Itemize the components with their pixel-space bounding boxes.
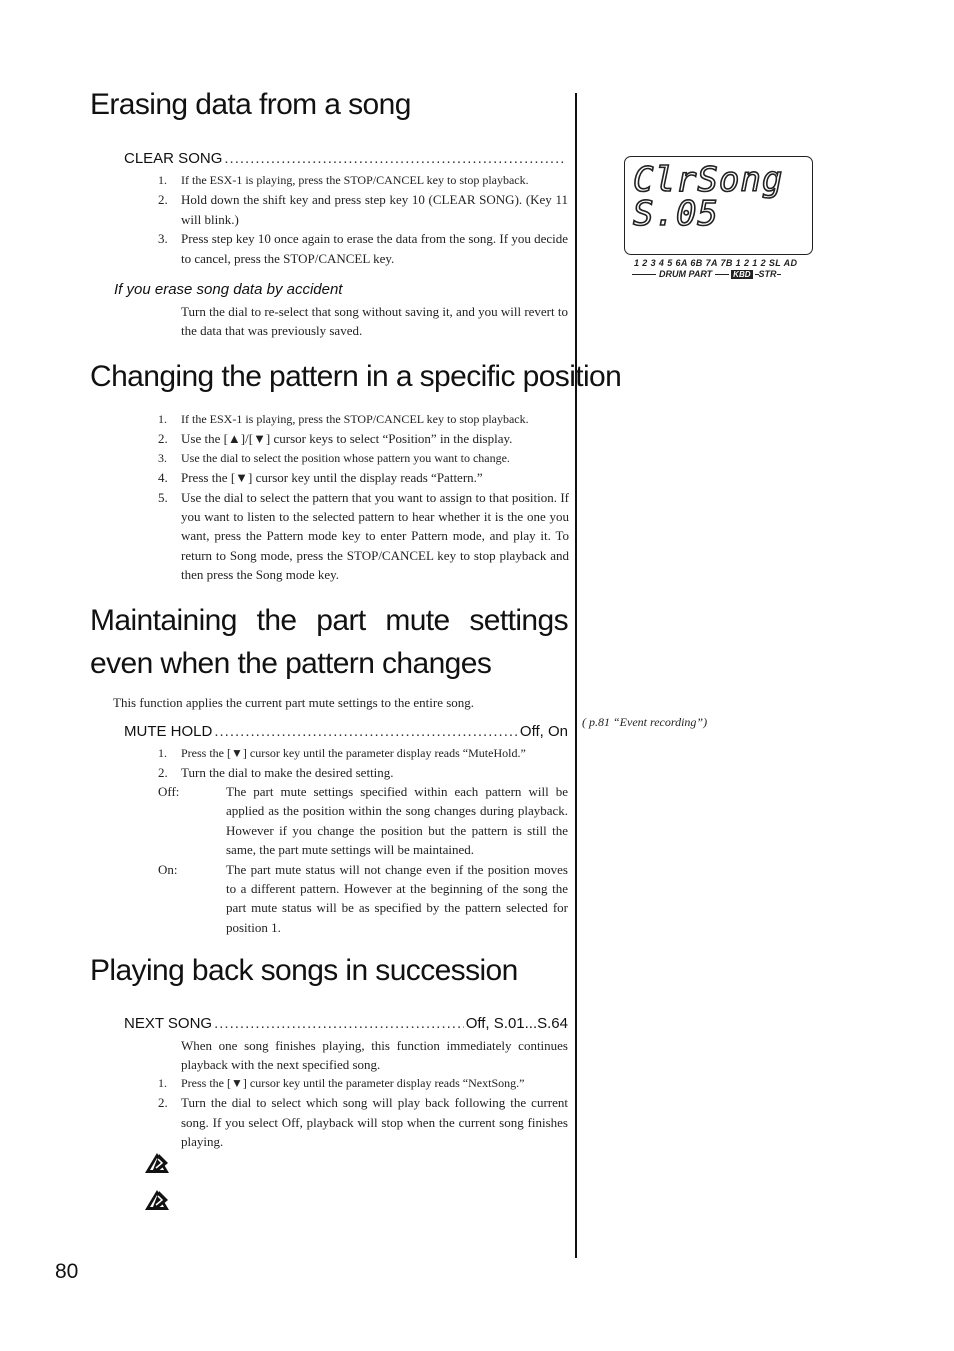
erase-steps [158,171,568,268]
list-item: 4. Press the [▼] cursor key until the display reads “Pattern.” [158,470,483,486]
leader-dots [214,723,518,740]
param-next-song [124,1015,568,1032]
next-song-steps [158,1074,568,1152]
bracket-line [777,274,781,275]
change-pattern-steps [158,410,569,585]
list-item: 2. Hold down the shift key and press step key 10 (CLEAR SONG). (Key 11 will blink.) [158,192,568,227]
list-item: 2. Use the [▲]/[▼] cursor keys to select “Position” in the display. [158,431,513,447]
lcd-display [624,156,813,255]
section-title-mute-hold: Maintaining the part mute settings even when the pattern changes [90,604,568,680]
leader-dots [214,1015,464,1032]
subheading-accident: If you erase song data by accident [114,281,343,298]
bracket-line [715,274,729,275]
list-item: 1. Press the [▼] cursor key until the parameter display reads “MuteHold.” [158,746,526,760]
page-number: 80 [55,1260,79,1283]
param-clear-song [124,150,568,167]
list-item: 1. If the ESX-1 is playing, press the STOP/CANCEL key to stop playback. [158,173,529,187]
list-item: 2. Turn the dial to select which song will play back following the current song. If you select Off, playback will stop when the current song finishes playing. [158,1095,568,1150]
list-item: 3. Use the dial to select the position whose pattern you want to change. [158,450,510,465]
param-range: Off, On [519,723,568,740]
lcd-line-1: ClrSong [633,160,784,200]
section-title-next-song: Playing back songs in succession [90,954,518,987]
kbd-label: KBD [733,269,751,279]
param-range: Off, S.01...S.64 [465,1015,568,1032]
list-item: 3. Press step key 10 once again to erase the data from the song. If you decide to cancel, press the STOP/CANCEL key. [158,231,568,266]
note-icon [144,1188,170,1212]
list-item: 2. Turn the dial to make the desired setting. [158,765,394,781]
list-item: 5. Use the dial to select the pattern that you want to assign to that position. If you want to listen to the selected pattern to hear whether it is the one you want, press the Pattern mode key to enter Pattern mode, and play it. To return to Song mode, press the STOP/CANCEL key to stop playback and then press the Song mode key. [158,489,569,583]
page-reference: ( p.81 “Event recording”) [582,715,708,729]
drum-part-label: DRUM PART [659,269,713,279]
section-title-erase: Erasing data from a song [90,88,411,121]
param-name: CLEAR SONG [124,150,223,167]
section-title-change-pattern: Changing the pattern in a specific position [90,360,622,393]
accident-text: Turn the dial to re-select that song without saving it, and you will revert to the data that was previously saved. [181,304,568,339]
option-off: Off: The part mute settings specified within each pattern will be applied as the position within the song changes during playback. However if you change the position but the pattern is still the same, the part mute settings will be maintained. [158,784,568,858]
lcd-indicators: 1 2 3 4 5 6A 6B 7A 7B 1 2 1 2 SL AD [634,258,798,268]
list-item: 1. Press the [▼] cursor key until the parameter display reads “NextSong.” [158,1076,525,1090]
lcd-line-2: S.05 [633,194,719,234]
option-on: On: The part mute status will not change even if the position moves to a different pattern. However at the beginning of the song the part mute status will be as specified by the pattern selected for position 1. [158,861,568,935]
mute-hold-steps [158,744,568,783]
bracket-line [632,274,656,275]
mute-hold-options [158,782,568,937]
param-name: MUTE HOLD [124,723,213,740]
mute-hold-intro: This function applies the current part mute settings to the entire song. [113,695,475,710]
list-item: 1. If the ESX-1 is playing, press the STOP/CANCEL key to stop playback. [158,412,529,426]
column-divider [575,93,577,1258]
str-label: STR [758,269,777,279]
param-name: NEXT SONG [124,1015,213,1032]
param-mute-hold [124,723,568,740]
next-song-intro: When one song finishes playing, this function immediately continues playback with the next specified song. [181,1038,568,1073]
lcd-part-labels [632,269,781,279]
note-icon [144,1151,170,1175]
leader-dots [224,150,566,167]
